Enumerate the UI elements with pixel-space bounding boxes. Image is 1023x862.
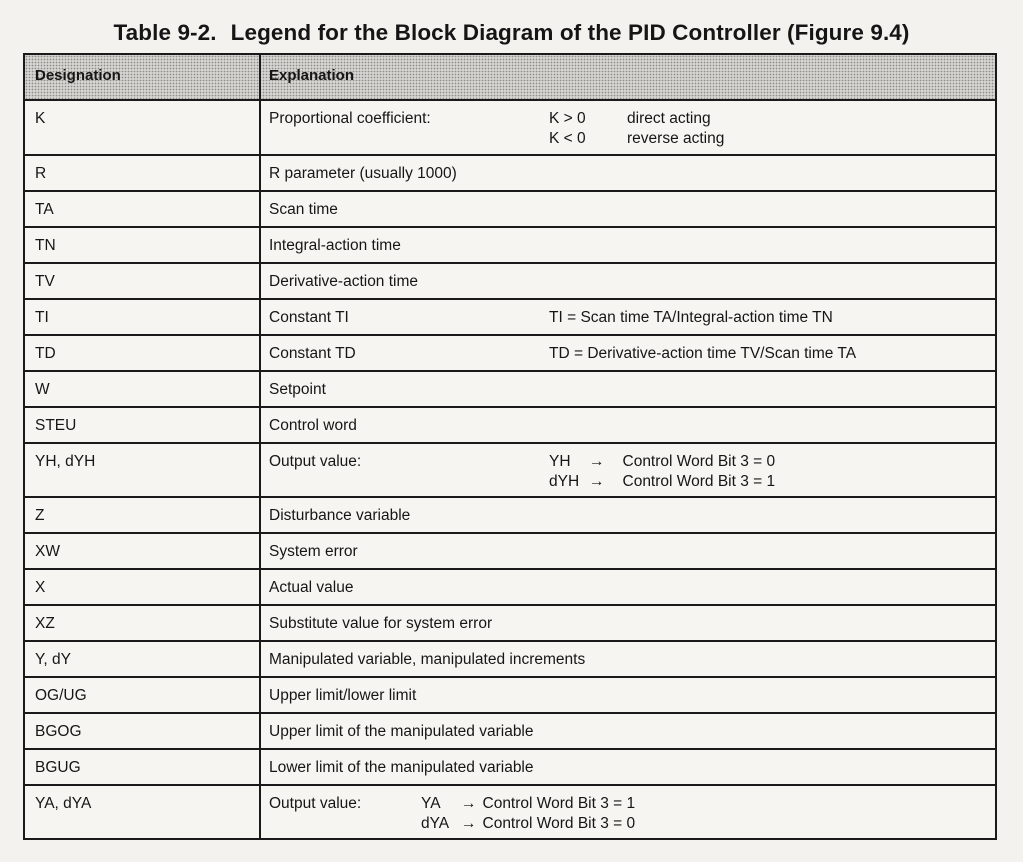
table-row [25,99,995,154]
explanation-cell: Substitute value for system error [269,615,493,632]
table-row [25,190,995,226]
designation-cell: K [25,101,261,154]
table-row [25,640,995,676]
table-row [25,784,995,838]
explanation-text: Constant TI [269,309,349,326]
explanation-cell: Setpoint [269,381,326,398]
table-caption [0,20,1023,46]
formula-text: TI = Scan time TA/Integral-action time TN [549,309,833,326]
explanation-cell: Scan time [269,201,338,218]
sub-condition: YA [421,795,441,812]
designation-cell: BGUG [25,750,261,784]
designation-cell: XZ [25,606,261,640]
explanation-cell: Actual value [269,579,354,596]
header-designation: Designation [25,55,261,99]
explanation-cell: Upper limit/lower limit [269,687,417,704]
table-row [25,334,995,370]
explanation-cell [261,300,995,334]
sub-line [549,473,775,491]
explanation-text: Proportional coefficient: [269,110,431,127]
table-row [25,298,995,334]
sub-description: Control Word Bit 3 = 0 [622,453,776,470]
designation-cell: TN [25,228,261,262]
explanation-cell [261,786,995,838]
table-row [25,496,995,532]
explanation-cell: Manipulated variable, manipulated increments [269,651,586,668]
arrow-right-icon: → [589,473,605,490]
designation-cell: STEU [25,408,261,442]
table-row [25,568,995,604]
sub-description: Control Word Bit 3 = 0 [482,815,636,832]
designation-cell: OG/UG [25,678,261,712]
designation-cell: YA, dYA [25,786,261,838]
sub-line [549,130,724,148]
table-row [25,712,995,748]
arrow-right-icon: → [589,453,605,470]
designation-cell: TA [25,192,261,226]
arrow-right-icon: → [461,795,477,812]
sub-condition: YH [549,453,571,470]
designation-cell: XW [25,534,261,568]
designation-cell: Z [25,498,261,532]
sub-condition: dYA [421,815,450,832]
explanation-cell [261,336,995,370]
table-row [25,532,995,568]
arrow-right-icon: → [461,815,477,832]
sub-line [421,815,635,833]
table-row [25,406,995,442]
table-row [25,370,995,406]
explanation-cell: R parameter (usually 1000) [269,165,457,182]
formula-text: TD = Derivative-action time TV/Scan time TA [549,345,857,362]
explanation-cell: Upper limit of the manipulated variable [269,723,534,740]
designation-cell: Y, dY [25,642,261,676]
explanation-cell: Derivative-action time [269,273,419,290]
sub-condition: dYH [549,473,580,490]
table-number: Table 9-2. [113,20,217,45]
sub-description: direct acting [627,110,711,127]
table-row [25,442,995,496]
table-row [25,748,995,784]
explanation-cell: System error [269,543,358,560]
designation-cell: R [25,156,261,190]
sub-line [549,110,711,128]
explanation-text: Constant TD [269,345,356,362]
sub-line [549,453,775,471]
explanation-cell [261,101,995,154]
designation-cell: X [25,570,261,604]
table-row [25,226,995,262]
table-header-row [25,55,995,99]
designation-cell: TI [25,300,261,334]
explanation-cell: Control word [269,417,357,434]
table-row [25,154,995,190]
table-title: Legend for the Block Diagram of the PID Controller (Figure 9.4) [230,20,910,45]
sub-description: Control Word Bit 3 = 1 [482,795,636,812]
sub-line [421,795,635,813]
table-row [25,604,995,640]
designation-cell: BGOG [25,714,261,748]
sub-description: Control Word Bit 3 = 1 [622,473,776,490]
explanation-cell: Lower limit of the manipulated variable [269,759,534,776]
table-row [25,262,995,298]
designation-cell: TD [25,336,261,370]
explanation-cell [261,444,995,496]
explanation-cell: Integral-action time [269,237,401,254]
sub-condition: K < 0 [549,130,586,147]
explanation-text: Output value: [269,795,362,812]
sub-condition: K > 0 [549,110,586,127]
designation-cell: YH, dYH [25,444,261,496]
header-explanation: Explanation [269,67,355,84]
sub-description: reverse acting [627,130,725,147]
explanation-cell: Disturbance variable [269,507,411,524]
legend-table [23,53,997,840]
designation-cell: TV [25,264,261,298]
designation-cell: W [25,372,261,406]
table-row [25,676,995,712]
explanation-text: Output value: [269,453,362,470]
